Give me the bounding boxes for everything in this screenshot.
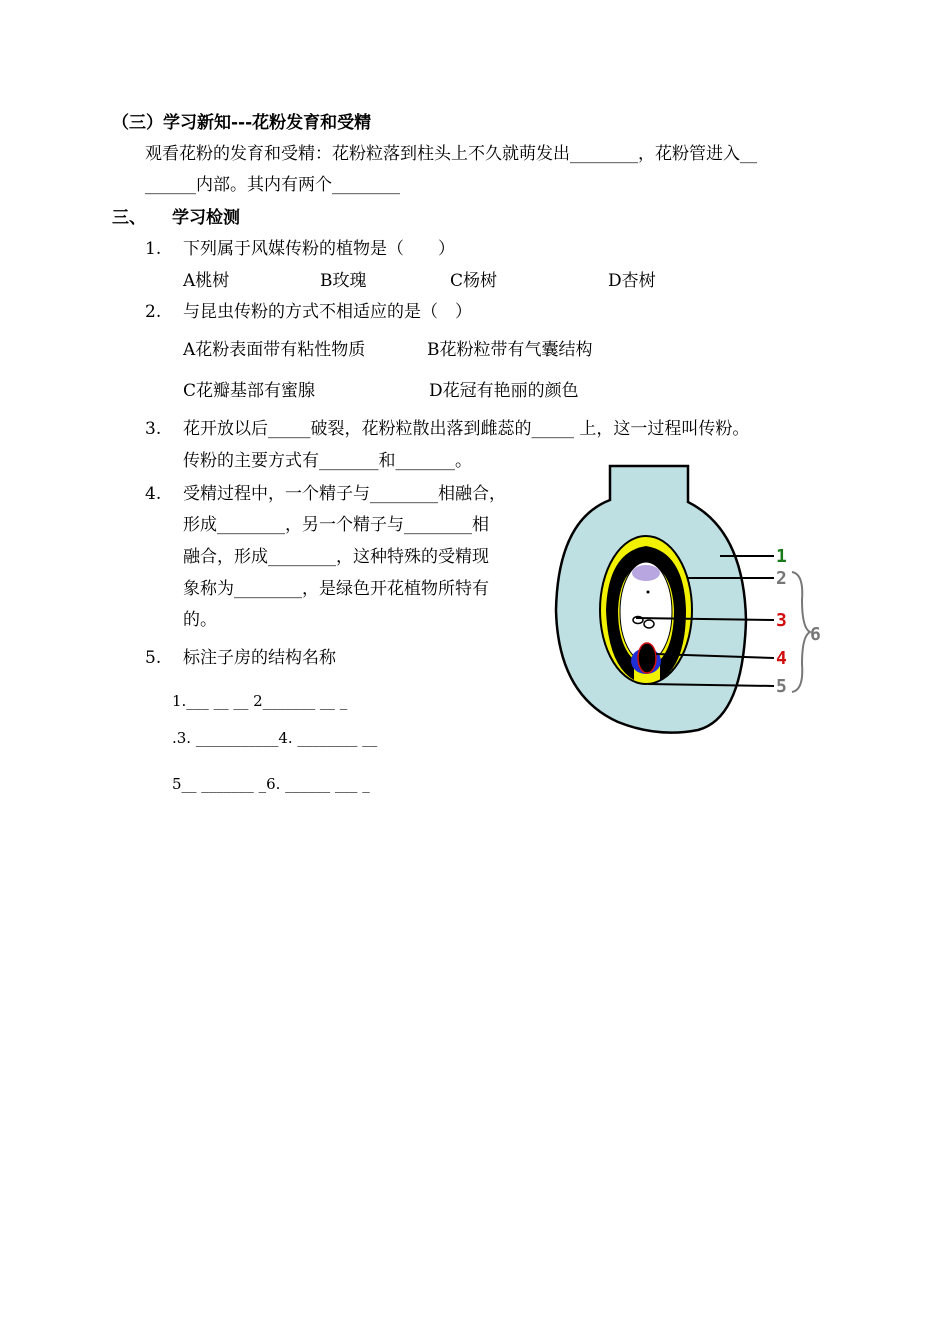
polar-nuclei	[632, 565, 660, 581]
option: C杨树	[450, 271, 498, 291]
section-heading: （三）学习新知---花粉发育和受精	[112, 113, 372, 133]
answer-blank[interactable]: 5__ _______ _6. ______ ___ _	[172, 775, 370, 793]
egg-cell	[638, 643, 656, 673]
question-number: 1.	[145, 239, 162, 259]
answer-blank[interactable]: .3. ___________4. ________ __	[172, 729, 378, 747]
option: C花瓣基部有蜜腺	[183, 381, 316, 401]
nucleus-dot	[647, 591, 650, 594]
option: B花粉粒带有气囊结构	[427, 340, 593, 360]
question-text: 下列属于风媒传粉的植物是（ ）	[183, 239, 455, 259]
answer-blank[interactable]: 1.___ __ __ 2_______ __ _	[172, 692, 348, 710]
option: A桃树	[183, 271, 230, 291]
test-heading: 学习检测	[172, 208, 240, 228]
question-text: 象称为________，是绿色开花植物所特有	[183, 579, 489, 599]
question-number: 3.	[145, 419, 162, 439]
question-text: 融合，形成________，这种特殊的受精现	[183, 547, 489, 567]
label-3: 3	[776, 610, 787, 631]
question-text: 的。	[183, 610, 217, 630]
paragraph-line: ______内部。其内有两个________	[145, 175, 400, 195]
question-text: 花开放以后_____破裂，花粉粒散出落到雌蕊的_____ 上，这一过程叫传粉。	[183, 419, 750, 439]
option: D花冠有艳丽的颜色	[429, 381, 579, 401]
question-number: 2.	[145, 302, 162, 322]
question-text: 标注子房的结构名称	[183, 648, 336, 668]
question-text: 受精过程中，一个精子与________相融合，	[183, 484, 506, 504]
label-2: 2	[776, 568, 787, 589]
option: A花粉表面带有粘性物质	[183, 340, 366, 360]
question-text: 与昆虫传粉的方式不相适应的是（ ）	[183, 302, 472, 322]
brace	[792, 572, 810, 692]
label-1: 1	[776, 546, 787, 567]
paragraph-line: 观看花粉的发育和受精：花粉粒落到柱头上不久就萌发出________，花粉管进入__	[145, 144, 757, 164]
question-number: 4.	[145, 484, 162, 504]
ovary-diagram	[548, 460, 828, 740]
option: B玫瑰	[320, 271, 367, 291]
question-text: 传粉的主要方式有_______和_______。	[183, 451, 472, 471]
label-5: 5	[776, 676, 787, 697]
label-4: 4	[776, 648, 787, 669]
test-heading-number: 三、	[112, 208, 146, 228]
option: D杏树	[608, 271, 656, 291]
question-number: 5.	[145, 648, 162, 668]
label-6: 6	[810, 624, 821, 645]
question-text: 形成________，另一个精子与________相	[183, 515, 489, 535]
